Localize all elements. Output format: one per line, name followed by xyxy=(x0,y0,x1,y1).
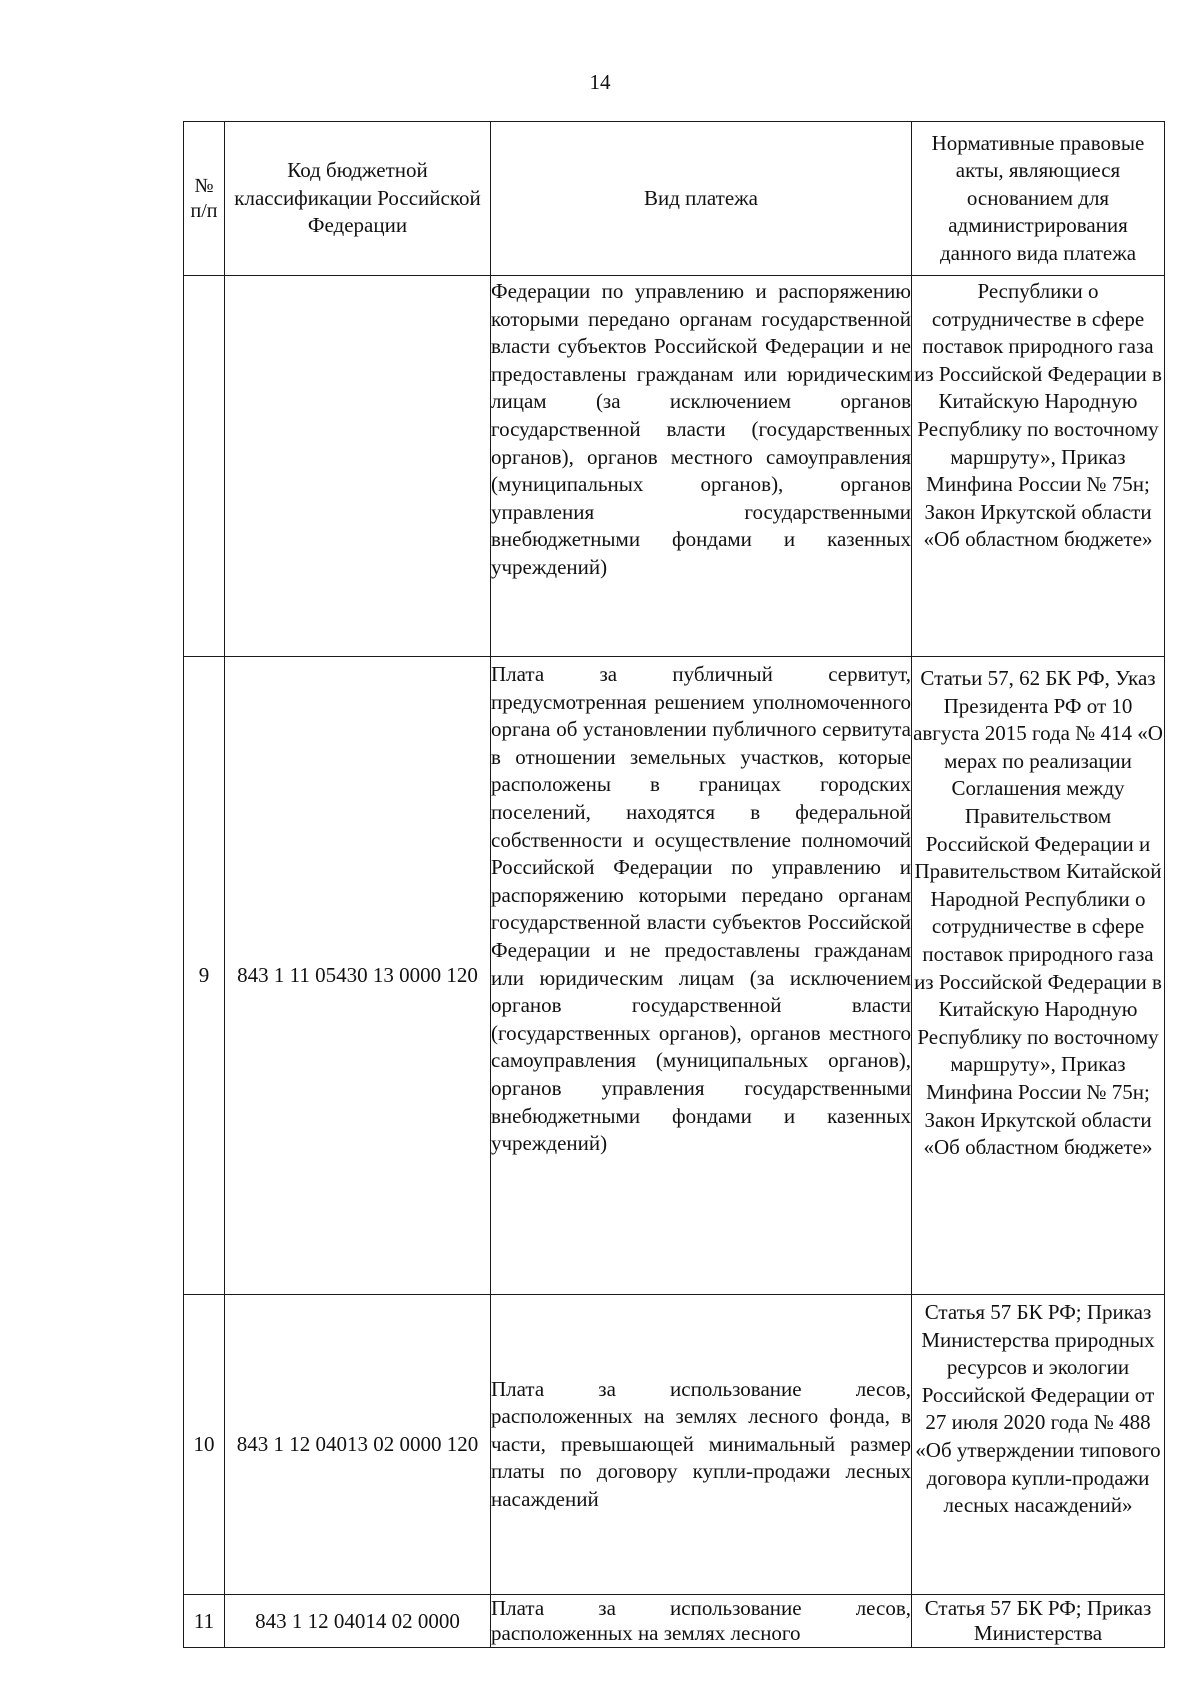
header-num: № п/п xyxy=(184,122,225,276)
header-code: Код бюджетной классификации Российской Федерации xyxy=(225,122,491,276)
row-payment: Плата за использование лесов, расположенных на землях лесного xyxy=(491,1595,912,1648)
table-row xyxy=(184,1595,1165,1648)
header-payment: Вид платежа xyxy=(491,122,912,276)
row-num: 9 xyxy=(184,657,225,1295)
row-code: 843 1 12 04014 02 0000 xyxy=(225,1595,491,1648)
row-code xyxy=(225,276,491,657)
row-num: 11 xyxy=(184,1595,225,1648)
table-header-row xyxy=(184,122,1165,276)
row-num xyxy=(184,276,225,657)
payments-table xyxy=(183,121,1165,1648)
table-row xyxy=(184,1295,1165,1595)
header-basis: Нормативные правовые акты, являющиеся основанием для администрирования данного вида платежа xyxy=(912,122,1165,276)
row-num: 10 xyxy=(184,1295,225,1595)
row-basis: Республики о сотрудничестве в сфере поставок природного газа из Российской Федерации в Китайскую Народную Республику по восточному маршруту», Приказ Минфина России № 75н; Закон Иркутской области «Об областном бюджете» xyxy=(912,276,1165,657)
row-basis: Статьи 57, 62 БК РФ, Указ Президента РФ от 10 августа 2015 года № 414 «О мерах по реализации Соглашения между Правительством Российской Федерации и Правительством Китайской Народной Республики о сотрудничестве в сфере поставок природного газа из Российской Федерации в Китайскую Народную Республику по восточному маршруту», Приказ Минфина России № 75н; Закон Иркутской области «Об областном бюджете» xyxy=(912,657,1165,1295)
row-basis: Статья 57 БК РФ; Приказ Министерства природных ресурсов и экологии Российской Федерации от 27 июля 2020 года № 488 «Об утверждении типового договора купли-продажи лесных насаждений» xyxy=(912,1295,1165,1595)
row-basis: Статья 57 БК РФ; Приказ Министерства xyxy=(912,1595,1165,1648)
page-number: 14 xyxy=(589,70,611,94)
row-payment: Плата за использование лесов, расположенных на землях лесного фонда, в части, превышающей минимальный размер платы по договору купли-продажи лесных насаждений xyxy=(491,1295,912,1595)
row-payment: Плата за публичный сервитут, предусмотренная решением уполномоченного органа об установлении публичного сервитута в отношении земельных участков, которые расположены в границах городских поселений, находятся в федеральной собственности и осуществление полномочий Российской Федерации по управлению и распоряжению которыми передано органам государственной власти субъектов Российской Федерации и не предоставлены гражданам или юридическим лицам (за исключением органов государственной власти (государственных органов), органов местного самоуправления (муниципальных органов), органов управления государственными внебюджетными фондами и казенных учреждений) xyxy=(491,657,912,1295)
row-payment: Федерации по управлению и распоряжению которыми передано органам государственной власти субъектов Российской Федерации и не предоставлены гражданам или юридическим лицам (за исключением органов государственной власти (государственных органов), органов местного самоуправления (муниципальных органов), органов управления государственными внебюджетными фондами и казенных учреждений) xyxy=(491,276,912,657)
table-row xyxy=(184,657,1165,1295)
row-code: 843 1 11 05430 13 0000 120 xyxy=(225,657,491,1295)
table-row xyxy=(184,276,1165,657)
row-code: 843 1 12 04013 02 0000 120 xyxy=(225,1295,491,1595)
